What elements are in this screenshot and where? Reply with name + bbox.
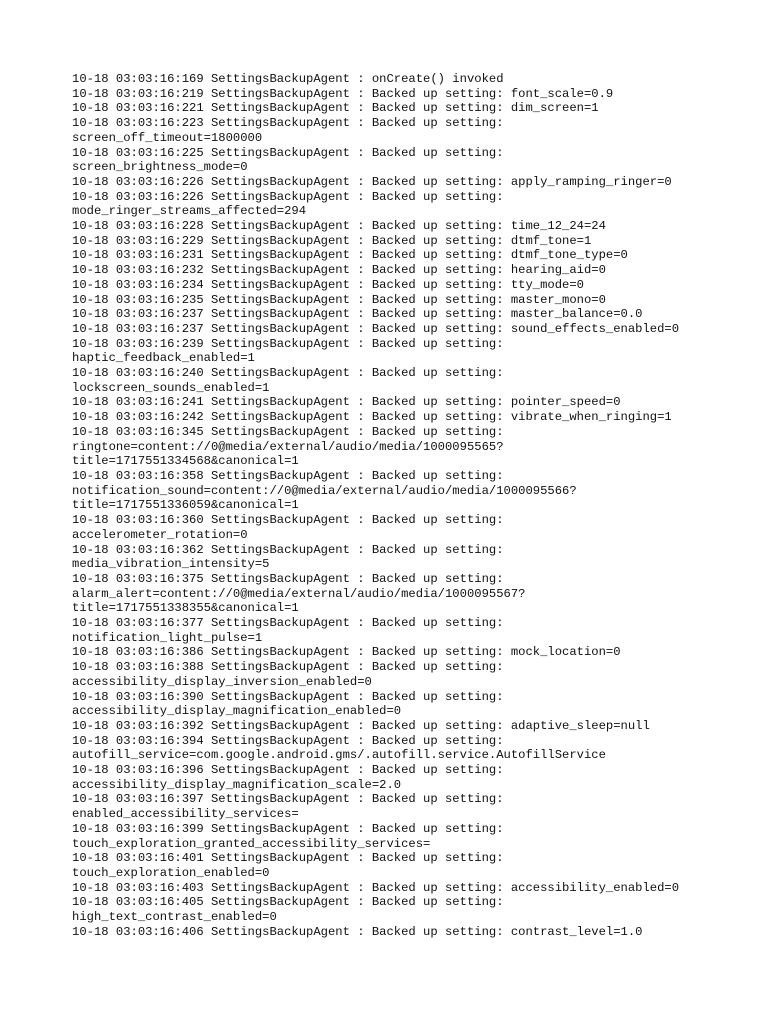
log-line: 10-18 03:03:16:399 SettingsBackupAgent : Backed up setting: bbox=[72, 821, 504, 836]
log-output bbox=[72, 72, 712, 939]
log-line: notification_sound=content://0@media/external/audio/media/1000095566? bbox=[72, 483, 577, 498]
log-line: 10-18 03:03:16:358 SettingsBackupAgent : Backed up setting: bbox=[72, 468, 504, 483]
log-line: 10-18 03:03:16:397 SettingsBackupAgent : Backed up setting: bbox=[72, 792, 504, 807]
log-line: accelerometer_rotation=0 bbox=[72, 527, 248, 542]
log-line: autofill_service=com.google.android.gms/.autofill.service.AutofillService bbox=[72, 748, 606, 763]
log-line: 10-18 03:03:16:240 SettingsBackupAgent : Backed up setting: bbox=[72, 366, 504, 381]
log-line: screen_off_timeout=1800000 bbox=[72, 130, 263, 145]
log-line: 10-18 03:03:16:229 SettingsBackupAgent : Backed up setting: dtmf_tone=1 bbox=[72, 233, 592, 248]
log-line: high_text_contrast_enabled=0 bbox=[72, 910, 277, 925]
log-line: 10-18 03:03:16:388 SettingsBackupAgent : Backed up setting: bbox=[72, 660, 504, 675]
log-line: 10-18 03:03:16:237 SettingsBackupAgent : Backed up setting: sound_effects_enabled=0 bbox=[72, 321, 680, 336]
log-line: 10-18 03:03:16:235 SettingsBackupAgent : Backed up setting: master_mono=0 bbox=[72, 292, 606, 307]
log-line: 10-18 03:03:16:221 SettingsBackupAgent : Backed up setting: dim_screen=1 bbox=[72, 101, 599, 116]
log-line: 10-18 03:03:16:239 SettingsBackupAgent : Backed up setting: bbox=[72, 336, 504, 351]
log-line: 10-18 03:03:16:242 SettingsBackupAgent : Backed up setting: vibrate_when_ringing=1 bbox=[72, 410, 672, 425]
log-line: 10-18 03:03:16:231 SettingsBackupAgent : Backed up setting: dtmf_tone_type=0 bbox=[72, 248, 628, 263]
log-line: 10-18 03:03:16:403 SettingsBackupAgent : Backed up setting: accessibility_enabled=0 bbox=[72, 880, 680, 895]
log-line: 10-18 03:03:16:394 SettingsBackupAgent : Backed up setting: bbox=[72, 733, 504, 748]
log-line: 10-18 03:03:16:375 SettingsBackupAgent : Backed up setting: bbox=[72, 571, 504, 586]
log-line: 10-18 03:03:16:225 SettingsBackupAgent : Backed up setting: bbox=[72, 145, 504, 160]
log-line: accessibility_display_magnification_scale=2.0 bbox=[72, 777, 402, 792]
log-line: title=1717551338355&canonical=1 bbox=[72, 601, 299, 616]
log-line: 10-18 03:03:16:392 SettingsBackupAgent : Backed up setting: adaptive_sleep=null bbox=[72, 718, 650, 733]
log-line: 10-18 03:03:16:234 SettingsBackupAgent : Backed up setting: tty_mode=0 bbox=[72, 277, 584, 292]
log-page bbox=[72, 72, 712, 939]
log-line: 10-18 03:03:16:237 SettingsBackupAgent : Backed up setting: master_balance=0.0 bbox=[72, 307, 643, 322]
log-line: touch_exploration_enabled=0 bbox=[72, 865, 270, 880]
log-line: title=1717551336059&canonical=1 bbox=[72, 498, 299, 513]
log-line: 10-18 03:03:16:386 SettingsBackupAgent : Backed up setting: mock_location=0 bbox=[72, 645, 621, 660]
log-line: title=1717551334568&canonical=1 bbox=[72, 454, 299, 469]
log-line: 10-18 03:03:16:226 SettingsBackupAgent : Backed up setting: apply_ramping_ringer=0 bbox=[72, 174, 672, 189]
log-line: enabled_accessibility_services= bbox=[72, 807, 299, 822]
log-line: haptic_feedback_enabled=1 bbox=[72, 351, 255, 366]
log-line: 10-18 03:03:16:232 SettingsBackupAgent : Backed up setting: hearing_aid=0 bbox=[72, 263, 606, 278]
log-line: 10-18 03:03:16:223 SettingsBackupAgent : Backed up setting: bbox=[72, 116, 504, 131]
log-line: 10-18 03:03:16:345 SettingsBackupAgent : Backed up setting: bbox=[72, 424, 504, 439]
log-line: 10-18 03:03:16:360 SettingsBackupAgent : Backed up setting: bbox=[72, 513, 504, 528]
log-line: notification_light_pulse=1 bbox=[72, 630, 263, 645]
log-line: screen_brightness_mode=0 bbox=[72, 160, 248, 175]
log-line: media_vibration_intensity=5 bbox=[72, 557, 270, 572]
log-line: ringtone=content://0@media/external/audio/media/1000095565? bbox=[72, 439, 504, 454]
log-line: 10-18 03:03:16:362 SettingsBackupAgent : Backed up setting: bbox=[72, 542, 504, 557]
log-line: 10-18 03:03:16:241 SettingsBackupAgent : Backed up setting: pointer_speed=0 bbox=[72, 395, 621, 410]
log-line: accessibility_display_inversion_enabled=0 bbox=[72, 674, 372, 689]
log-line: touch_exploration_granted_accessibility_services= bbox=[72, 836, 431, 851]
log-line: 10-18 03:03:16:377 SettingsBackupAgent : Backed up setting: bbox=[72, 616, 504, 631]
log-line: mode_ringer_streams_affected=294 bbox=[72, 204, 307, 219]
log-line: 10-18 03:03:16:406 SettingsBackupAgent : Backed up setting: contrast_level=1.0 bbox=[72, 924, 643, 939]
log-line: 10-18 03:03:16:396 SettingsBackupAgent : Backed up setting: bbox=[72, 763, 504, 778]
log-line: 10-18 03:03:16:226 SettingsBackupAgent : Backed up setting: bbox=[72, 189, 504, 204]
log-line: lockscreen_sounds_enabled=1 bbox=[72, 380, 270, 395]
log-line: accessibility_display_magnification_enabled=0 bbox=[72, 704, 402, 719]
log-line: 10-18 03:03:16:405 SettingsBackupAgent : Backed up setting: bbox=[72, 895, 504, 910]
log-line: 10-18 03:03:16:390 SettingsBackupAgent : Backed up setting: bbox=[72, 689, 504, 704]
log-line: 10-18 03:03:16:401 SettingsBackupAgent : Backed up setting: bbox=[72, 851, 504, 866]
log-line: 10-18 03:03:16:228 SettingsBackupAgent : Backed up setting: time_12_24=24 bbox=[72, 219, 606, 234]
log-line: 10-18 03:03:16:219 SettingsBackupAgent : Backed up setting: font_scale=0.9 bbox=[72, 86, 614, 101]
log-line: 10-18 03:03:16:169 SettingsBackupAgent : onCreate() invoked bbox=[72, 72, 504, 86]
log-line: alarm_alert=content://0@media/external/audio/media/1000095567? bbox=[72, 586, 526, 601]
